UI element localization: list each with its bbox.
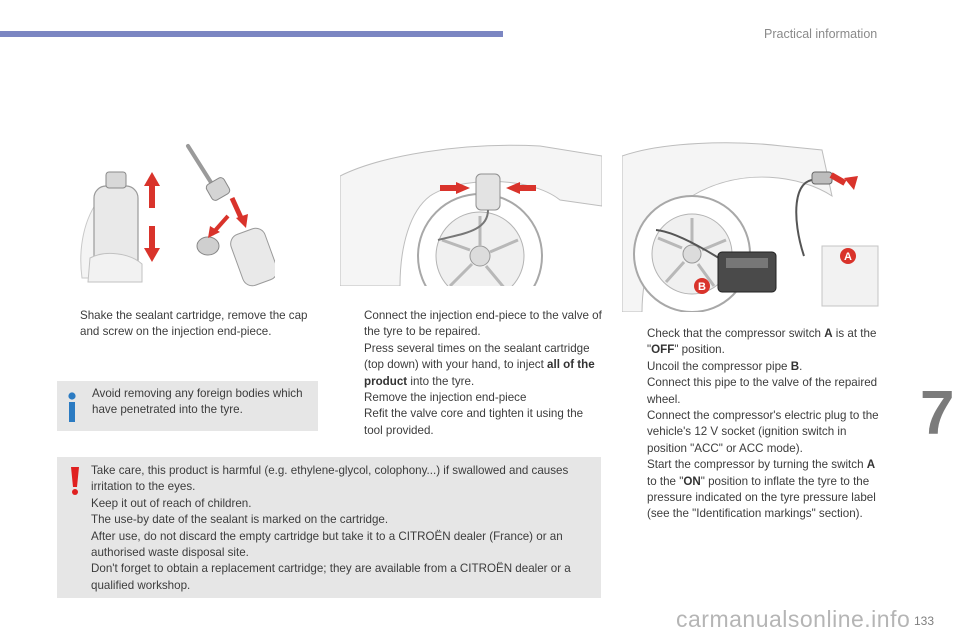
section-title: Practical information <box>764 27 878 41</box>
list-item <box>624 326 886 359</box>
step-text-part: is at the " <box>647 327 877 357</box>
step-text-part: . <box>799 359 803 373</box>
step-text <box>364 342 595 388</box>
sealant-cartridge-illustration <box>60 138 275 288</box>
warning-line: The use-by date of the sealant is marked on the cartridge. <box>91 513 389 527</box>
switch-state: OFF <box>651 343 675 357</box>
callout-b <box>694 278 710 294</box>
step-text: Refit the valve core and tighten it using the tool provided. <box>364 407 584 437</box>
chapter-number: 7 <box>920 379 955 448</box>
info-icon <box>67 392 77 422</box>
shake-up-arrow <box>144 172 160 208</box>
col1-steps <box>57 308 319 341</box>
list-item <box>624 359 886 375</box>
step-text-part: Uncoil the compressor pipe <box>647 359 791 373</box>
step-text: Connect the compressor's electric plug to the vehicle's 12 V socket (ignition switch in position "ACC" or ACC mode). <box>647 409 879 455</box>
svg-text:B: B <box>698 281 706 293</box>
step-text: Shake the sealant cartridge, remove the cap and screw on the injection end-piece. <box>80 309 308 339</box>
pipe-label: B <box>790 359 800 373</box>
warning-line: Take care, this product is harmful (e.g. ethylene-glycol, colophony...) if swallowed and causes irritation to the eyes. <box>91 464 569 494</box>
list-item <box>341 406 603 439</box>
list-item <box>57 308 319 341</box>
switch-label: A <box>824 327 833 340</box>
step-text <box>647 327 876 356</box>
svg-text:A: A <box>844 251 852 263</box>
shake-down-arrow <box>144 226 160 262</box>
step-text: Remove the injection end-piece <box>364 391 527 405</box>
step-text-part: Press several times on the sealant cartridge (top down) with your hand, to inject <box>364 341 590 372</box>
page-number: 133 <box>914 614 935 628</box>
info-text: Avoid removing any foreign bodies which have penetrated into the tyre. <box>92 387 303 417</box>
warning-icon <box>71 467 79 495</box>
info-box <box>57 381 318 431</box>
list-item <box>341 390 603 406</box>
list-item <box>341 308 603 341</box>
list-item <box>624 375 886 408</box>
list-item <box>341 341 603 390</box>
col2-steps <box>341 308 603 439</box>
step-text-part: into the tyre. <box>407 374 475 388</box>
switch-label: A <box>866 458 876 472</box>
step-text-part: Start the compressor by turning the switch <box>647 458 867 472</box>
warning-box <box>57 457 601 598</box>
switch-state: ON <box>683 474 701 488</box>
callout-a <box>840 248 856 264</box>
step-text-part: Check that the compressor switch <box>647 327 825 340</box>
header-accent-bar <box>0 31 503 37</box>
warning-line: Keep it out of reach of children. <box>91 496 252 510</box>
step-text <box>647 458 876 520</box>
compressor-illustration <box>622 136 882 312</box>
step-text: Connect this pipe to the valve of the repaired wheel. <box>647 376 878 406</box>
step-text: Connect the injection end-piece to the valve of the tyre to be repaired. <box>364 309 602 339</box>
step-text-part: to the " <box>647 474 684 488</box>
col3-steps <box>624 326 886 523</box>
warning-text <box>91 463 591 594</box>
step-text <box>647 360 802 373</box>
step-text-part: " position. <box>674 343 725 357</box>
list-item <box>624 457 886 523</box>
step-text-part: " position to inflate the tyre to the pressure indicated on the tyre pressure label (see the "Identification markings" section). <box>647 474 876 521</box>
warning-line: After use, do not discard the empty cartridge but take it to a CITROËN dealer (France) or an authorised waste disposal site. <box>91 529 563 560</box>
list-item <box>624 408 886 457</box>
step-text-emphasis: all of the product <box>364 358 595 388</box>
watermark: carmanualsonline.info <box>676 606 911 632</box>
tyre-injection-illustration <box>340 136 602 286</box>
warning-line: Don't forget to obtain a replacement cartridge; they are available from a CITROËN dealer or a qualified workshop. <box>91 562 571 592</box>
